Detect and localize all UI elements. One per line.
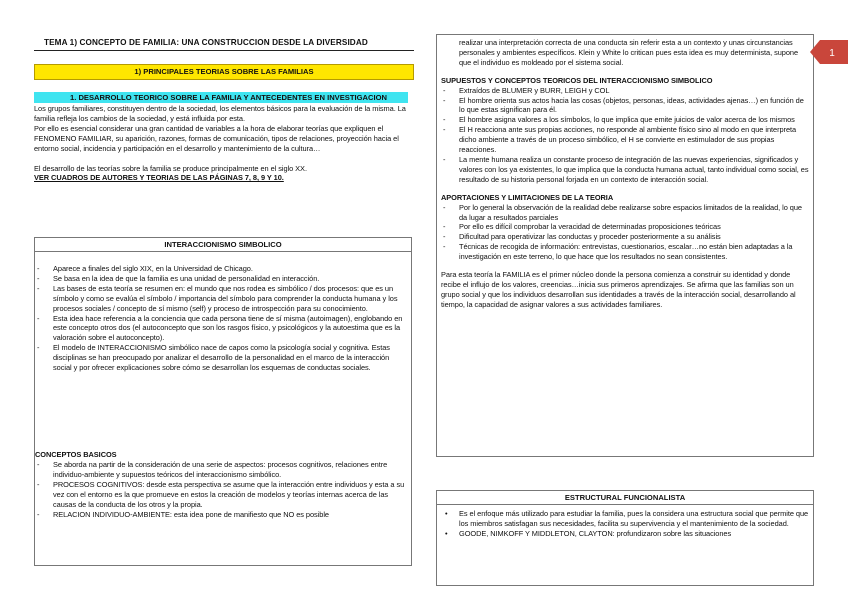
interaccionismo-continuation-box	[436, 34, 814, 457]
continuation-content	[441, 38, 811, 310]
estructural-list	[441, 509, 811, 539]
list-item: - Dificultad para operativizar las conductas y proceder posteriormente a su análisis	[441, 232, 811, 242]
intro-paragraph-3: El desarrollo de las teorías sobre la familia se produce principalmente en el siglo XX.	[34, 163, 307, 173]
list-item: - El H reacciona ante sus propias acciones, no responde al ambiente físico sino al modo en que interpreta dicho ambiente a través de un proceso simbólico, el H se convierte en estimulador de sus propias reacciones.	[441, 125, 811, 155]
list-item: - Se aborda na partir de la consideración de una serie de aspectos: procesos cognitivos, relaciones entre individuo-ambiente y supuestos teóricos del interaccionismo simbólico.	[35, 460, 407, 480]
document-title: TEMA 1) CONCEPTO DE FAMILIA: UNA CONSTRUCCION DESDE LA DIVERSIDAD	[44, 38, 368, 47]
conceptos-heading: CONCEPTOS BASICOS	[35, 450, 117, 459]
estructural-box	[436, 490, 814, 586]
subsection-1-label: 1. DESARROLLO TEORICO SOBRE LA FAMILIA Y ANTECEDENTES EN INVESTIGACION	[70, 93, 387, 102]
list-item: - El modelo de INTERACCIONISMO simbólico nace de capos como la psicología social y cognitiva. Estas disciplinas se han preocupado por analizar el desarrollo de la personalidad en el marco de la interacción social y por ofrecer explicaciones sobre cómo se desarrollan los esquemas de conductas sociales.	[35, 343, 407, 373]
comment-flag-icon	[810, 40, 848, 64]
interaccionismo-heading: INTERACCIONISMO SIMBOLICO	[35, 238, 411, 252]
continuation-paragraph: realizar una interpretación correcta de una conducta sin referir esta a un contexto y unas circunstancias personales y ambientes específicos. Klein y White lo critican pues esta idea es muy determinista, supone que el individuo es moldeado por el sistema social.	[459, 38, 799, 67]
section-1-heading	[34, 64, 414, 80]
list-item: • Es el enfoque más utilizado para estudiar la familia, pues la considera una estructura social que permite que los miembros satisfagan sus necesidades, facilita su supervivencia y el mantenimiento de la sociedad.	[441, 509, 811, 529]
conceptos-list	[35, 460, 411, 519]
intro-reference-link: VER CUADROS DE AUTORES Y TEORIAS DE LAS PÁGINAS 7, 8, 9 Y 10.	[34, 173, 284, 183]
list-item: - El hombre orienta sus actos hacia las cosas (objetos, personas, ideas, actividades ajenas…) en función de lo que estas significan para él.	[441, 96, 811, 116]
interaccionismo-box	[34, 237, 412, 566]
intro-paragraph-1: Los grupos familiares, constituyen dentro de la sociedad, los elementos básicos para la evaluación de la misma. La familia refleja los cambios de la sociedad, y está influida por esta.	[34, 104, 406, 123]
list-item: - Por ello es difícil comprobar la veracidad de determinadas proposiciones teóricas	[441, 222, 811, 232]
list-item: - Aparece a finales del siglo XIX, en la Universidad de Chicago.	[35, 264, 407, 274]
aportaciones-list	[441, 203, 811, 262]
comment-marker[interactable]	[810, 40, 848, 64]
list-item: - Extraídos de BLUMER y BURR, LEIGH y COL	[441, 86, 811, 96]
supuestos-list	[441, 86, 811, 185]
subsection-1-heading	[34, 92, 408, 103]
list-item: - Se basa en la idea de que la familia es una unidad de personalidad en interacción.	[35, 274, 407, 284]
estructural-heading: ESTRUCTURAL FUNCIONALISTA	[437, 491, 813, 505]
section-1-label: 1) PRINCIPALES TEORIAS SOBRE LAS FAMILIAS	[134, 67, 314, 76]
list-item: - Técnicas de recogida de información: entrevistas, cuestionarios, escalar…no están bien adaptadas a la investigación en este terreno, lo que hace que los resultados no sean consistentes.	[441, 242, 811, 262]
list-item: • GOODE, NIMKOFF Y MIDDLETON, CLAYTON: profundizaron sobre las situaciones	[441, 529, 811, 539]
list-item: - Esta idea hace referencia a la conciencia que cada persona tiene de sí misma (autoimagen), englobando en este concepto otros dos (el autoconcepto que son los rasgos físico, y psicológicos y la autoestima que es la valoración sobre el autoconcepto).	[35, 314, 407, 344]
comment-number: 1	[829, 48, 835, 59]
title-underline	[34, 50, 414, 51]
list-item: - El hombre asigna valores a los símbolos, lo que implica que emite juicios de valor acerca de los mismos	[441, 115, 811, 125]
interaccionismo-list	[35, 264, 411, 373]
list-item: - PROCESOS COGNITIVOS: desde esta perspectiva se asume que la interacción entre individuos y esta a su vez con el entorno es la que promueve en estos la creación de modelos y teorías internas acerca de las causas de la conducta de los otros y la propia.	[35, 480, 407, 510]
list-item: - RELACION INDIVIDUO-AMBIENTE: esta idea pone de manifiesto que NO es posible	[35, 510, 407, 520]
list-item: - Las bases de esta teoría se resumen en: el mundo que nos rodea es simbólico / dos procesos: que es un símbolo y como se evalúa el símbolo / importancia del símbolo para comprender la conducta humana y los procesos sociales / concepto de sí mismo (self) y proceso de introspección para su conocimiento.	[35, 284, 407, 314]
aportaciones-heading: APORTACIONES Y LIMITACIONES DE LA TEORIA	[441, 192, 614, 202]
intro-paragraph-2: Por ello es esencial considerar una gran cantidad de variables a la hora de elaborar teorías que expliquen el FENOMENO FAMILIAR, su aparición, razones, formas de comunicación, tipos de relaciones, proyección hacia el entorno social, incidencia y participación en el desarrollo y mantenimiento de la cultura…	[34, 123, 399, 153]
list-item: - La mente humana realiza un constante proceso de integración de las nuevas experiencias, significados y valores con los ya existentes, lo que implica que la conducta humana actual, tanto individual como social, es resultado de su historia personal forjada en un contexto de interacción social.	[441, 155, 811, 185]
supuestos-heading: SUPUESTOS Y CONCEPTOS TEORICOS DEL INTERACCIONISMO SIMBOLICO	[441, 75, 713, 85]
list-item: - Por lo general la observación de la realidad debe realizarse sobre espacios limitados de la realidad, lo que da lugar a resultados parciales	[441, 203, 811, 223]
intro-text	[34, 104, 412, 183]
closing-paragraph: Para esta teoría la FAMILIA es el primer núcleo donde la persona comienza a construir su identidad y donde recibe el influjo de los valores, creencias…inicia sus primeros aprendizajes. Se afirma que las familias son un grupo social y que los individuos desarrollan sus identidades a través de la interacción social, desarrollando al tiempo, la capacidad de asignar valores a sus actividades familiares.	[441, 270, 796, 309]
